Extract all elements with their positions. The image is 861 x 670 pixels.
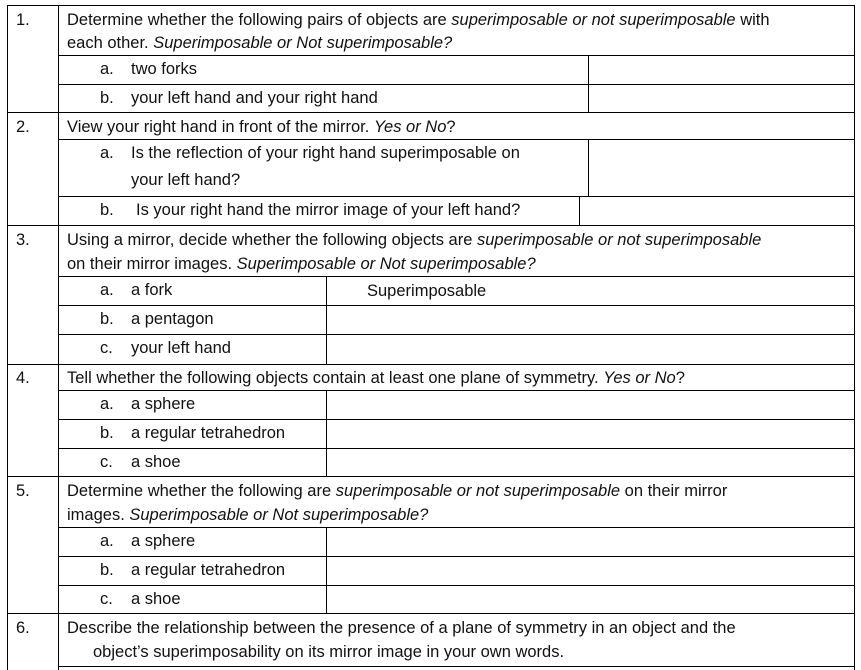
question-text-line2: object’s superimposability on its mirror image in your own words. bbox=[93, 643, 565, 661]
item-number: 6. bbox=[16, 619, 30, 637]
sub-letter: a. bbox=[100, 144, 114, 162]
sub-text: a shoe bbox=[131, 590, 181, 608]
sub-text-line2: your left hand? bbox=[131, 171, 241, 189]
sub-text: a sphere bbox=[131, 395, 196, 413]
question-text-line2: each other. Superimposable or Not superimposable? bbox=[67, 34, 453, 52]
sub-letter: a. bbox=[100, 532, 114, 550]
sub-text: two forks bbox=[131, 60, 198, 78]
sub-text: a pentagon bbox=[131, 310, 214, 328]
sub-letter: b. bbox=[100, 424, 114, 442]
item-number: 1. bbox=[16, 11, 30, 29]
sub-letter: b. bbox=[100, 201, 114, 219]
sub-letter: c. bbox=[100, 453, 113, 471]
item-number: 2. bbox=[16, 118, 30, 136]
question-text: Describe the relationship between the presence of a plane of symmetry in an object and the bbox=[67, 619, 736, 637]
item-number: 3. bbox=[16, 231, 30, 249]
sub-letter: a. bbox=[100, 281, 114, 299]
sub-text: a regular tetrahedron bbox=[131, 424, 286, 442]
sub-letter: b. bbox=[100, 310, 114, 328]
question-text: Tell whether the following objects contain at least one plane of symmetry. Yes or No? bbox=[67, 369, 685, 387]
item-number: 4. bbox=[16, 369, 30, 387]
sub-letter: a. bbox=[100, 60, 114, 78]
sub-text: Is your right hand the mirror image of your left hand? bbox=[136, 201, 521, 219]
question-text: View your right hand in front of the mirror. Yes or No? bbox=[67, 118, 456, 136]
sub-text: your left hand and your right hand bbox=[131, 89, 378, 107]
sub-letter: b. bbox=[100, 561, 114, 579]
sub-text: a sphere bbox=[131, 532, 196, 550]
sub-text: your left hand bbox=[131, 339, 231, 357]
sub-letter: b. bbox=[100, 89, 114, 107]
question-text: Using a mirror, decide whether the following objects are superimposable or not superimposable bbox=[67, 231, 762, 249]
sub-text: a fork bbox=[131, 281, 173, 299]
question-text: Determine whether the following are superimposable or not superimposable on their mirror bbox=[67, 482, 728, 500]
sub-text: Is the reflection of your right hand superimposable on bbox=[131, 144, 520, 162]
sub-letter: c. bbox=[100, 590, 113, 608]
sub-text: a shoe bbox=[131, 453, 181, 471]
sub-letter: a. bbox=[100, 395, 114, 413]
sub-letter: c. bbox=[100, 339, 113, 357]
item-number: 5. bbox=[16, 482, 30, 500]
question-text-line2: images. Superimposable or Not superimposable? bbox=[67, 506, 429, 524]
question-text: Determine whether the following pairs of objects are superimposable or not superimposable with bbox=[67, 11, 770, 29]
sub-text: a regular tetrahedron bbox=[131, 561, 286, 579]
question-text-line2: on their mirror images. Superimposable or Not superimposable? bbox=[67, 255, 536, 273]
answer-cell[interactable]: Superimposable bbox=[367, 282, 487, 300]
